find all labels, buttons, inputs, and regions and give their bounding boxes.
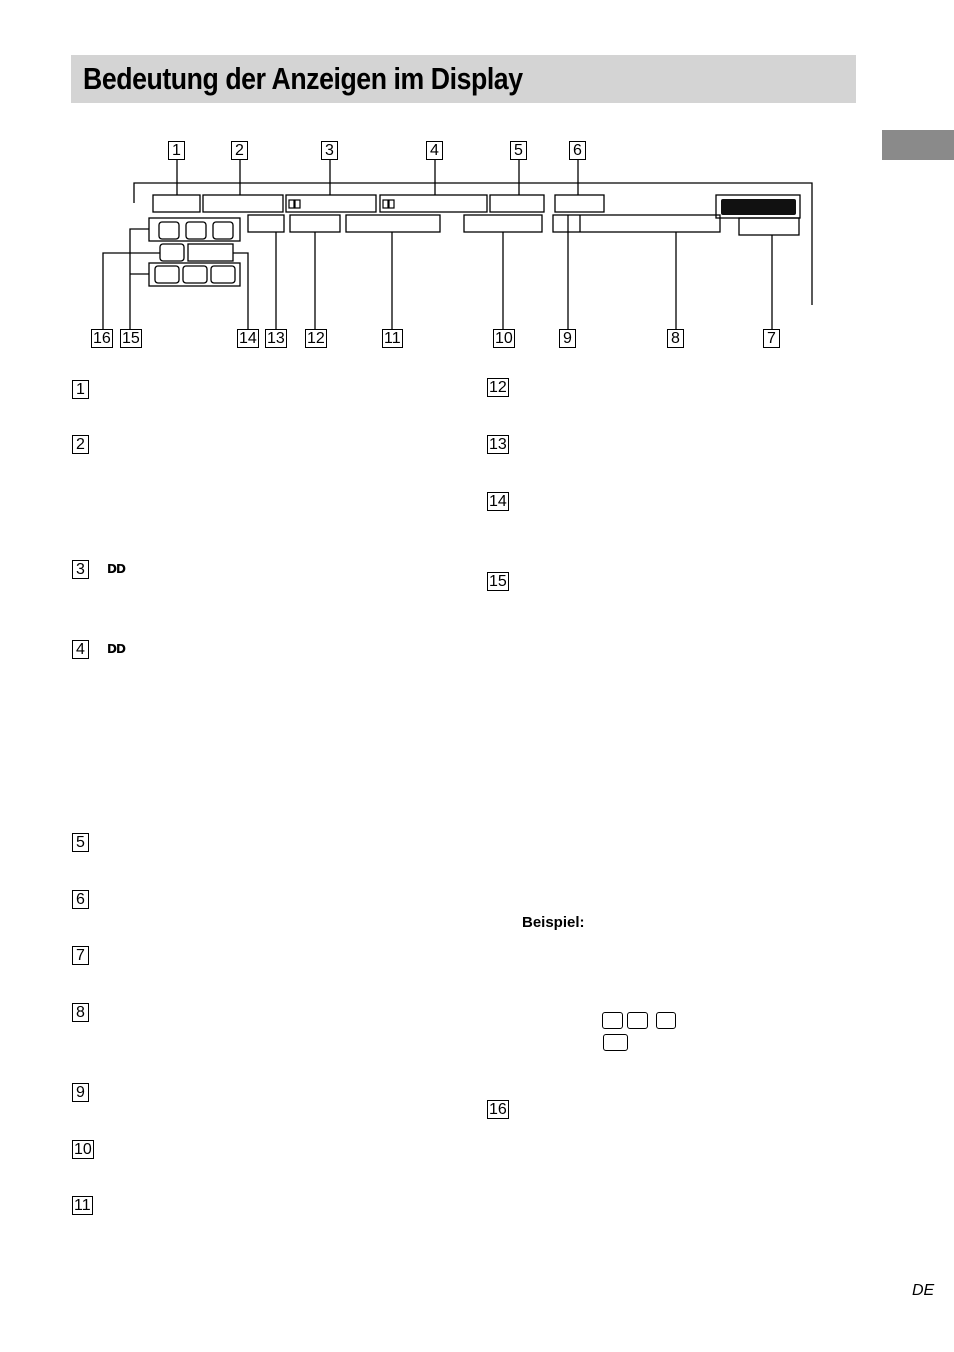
legend-number: 11 [74, 1197, 91, 1214]
callout-9: 9 [559, 329, 576, 348]
legend-number: 16 [489, 1101, 507, 1118]
legend-number: 2 [72, 435, 89, 454]
speaker-icon [656, 1012, 676, 1029]
legend-number: 4 [72, 640, 89, 659]
callout-16: 16 [93, 330, 111, 347]
callout-7: 7 [763, 329, 780, 348]
legend-number: 6 [72, 890, 89, 909]
dolby-symbol: DD [107, 642, 125, 656]
speaker-icon [627, 1012, 648, 1029]
speaker-icon [603, 1034, 628, 1051]
legend-number: 8 [72, 1003, 89, 1022]
indicator-7 [739, 218, 799, 235]
callout-10: 10 [495, 330, 513, 347]
callout-6: 6 [569, 141, 586, 160]
callout-14: 14 [239, 330, 257, 347]
callout-8: 8 [667, 329, 684, 348]
indicator-6 [555, 195, 604, 212]
legend-number: 1 [72, 380, 89, 399]
indicator-10 [464, 215, 542, 232]
indicator-8 [553, 215, 720, 232]
dolby-symbol: DD [107, 562, 125, 576]
callout-4: 4 [426, 141, 443, 160]
callout-3: 3 [321, 141, 338, 160]
callout-1: 1 [168, 141, 185, 160]
indicator-14 [188, 244, 233, 261]
indicator-12 [290, 215, 340, 232]
indicator-dark [721, 199, 796, 215]
indicator-1 [153, 195, 200, 212]
legend-number: 3 [72, 560, 89, 579]
legend-number: 10 [74, 1141, 92, 1158]
legend-number: 5 [72, 833, 89, 852]
legend-number: 12 [489, 379, 507, 396]
legend-number: 7 [72, 946, 89, 965]
indicator-2 [203, 195, 283, 212]
speaker-sw [160, 244, 184, 261]
indicator-11 [346, 215, 440, 232]
callout-5: 5 [510, 141, 527, 160]
callout-11: 11 [384, 330, 401, 347]
legend-number: 13 [489, 436, 507, 453]
example-label: Beispiel: [522, 914, 585, 931]
speaker-icon [602, 1012, 623, 1029]
callout-15: 15 [122, 330, 140, 347]
legend-number: 15 [489, 573, 507, 590]
display-frame [134, 183, 812, 305]
indicator-13 [248, 215, 284, 232]
display-diagram [0, 0, 954, 400]
page-label: DE [912, 1282, 935, 1299]
indicator-4 [380, 195, 487, 212]
legend-number: 9 [72, 1083, 89, 1102]
callout-13: 13 [267, 330, 285, 347]
legend-number: 14 [489, 493, 507, 510]
page-title: Bedeutung der Anzeigen im Display [83, 61, 523, 96]
callout-2: 2 [231, 141, 248, 160]
callout-12: 12 [307, 330, 325, 347]
indicator-5 [490, 195, 544, 212]
